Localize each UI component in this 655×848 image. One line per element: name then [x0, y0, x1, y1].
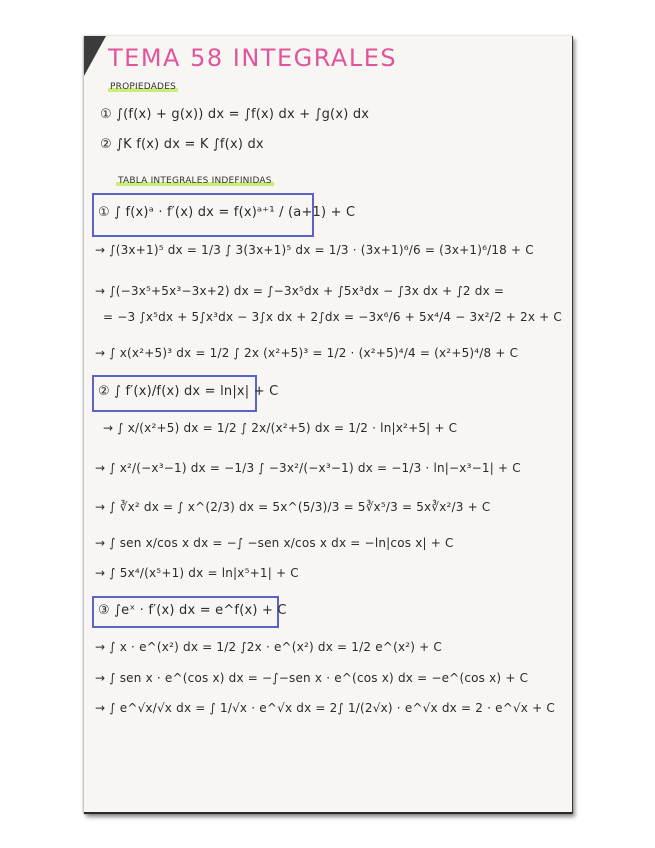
rule-2-formula: ② ∫ f′(x)/f(x) dx = ln|x| + C — [98, 384, 279, 399]
rule-1-example-1: → ∫(3x+1)⁵ dx = 1/3 ∫ 3(3x+1)⁵ dx = 1/3 · (3x+1)⁶/6 = (3x+1)⁶/18 + C — [95, 243, 534, 257]
rule-3-example-1: → ∫ x · e^(x²) dx = 1/2 ∫2x · e^(x²) dx = 1/2 e^(x²) + C — [95, 640, 443, 654]
rule-1-example-3: → ∫ x(x²+5)³ dx = 1/2 ∫ 2x (x²+5)³ = 1/2 · (x²+5)⁴/4 = (x²+5)⁴/8 + C — [95, 346, 519, 360]
rule-1-formula: ① ∫ f(x)ᵃ · f′(x) dx = f(x)ᵃ⁺¹ / (a+1) + C — [98, 205, 356, 220]
rule-3-example-3: → ∫ e^√x/√x dx = ∫ 1/√x · e^√x dx = 2∫ 1/(2√x) · e^√x dx = 2 · e^√x + C — [95, 701, 555, 715]
section-heading-propiedades: PROPIEDADES — [110, 82, 176, 92]
rule-3-example-2: → ∫ sen x · e^(cos x) dx = −∫−sen x · e^(cos x) dx = −e^(cos x) + C — [95, 671, 529, 685]
section-heading-tabla: TABLA INTEGRALES INDEFINIDAS — [118, 176, 272, 186]
rule-2-example-1: → ∫ x/(x²+5) dx = 1/2 ∫ 2x/(x²+5) dx = 1/2 · ln|x²+5| + C — [103, 421, 458, 435]
page-corner-shadow — [84, 36, 106, 76]
rule-2-example-4: → ∫ sen x/cos x dx = −∫ −sen x/cos x dx = −ln|cos x| + C — [95, 536, 454, 550]
rule-3-formula: ③ ∫eˣ · f′(x) dx = e^f(x) + C — [98, 603, 287, 618]
rule-1-example-2b: = −3 ∫x⁵dx + 5∫x³dx − 3∫x dx + 2∫dx = −3x⁶/6 + 5x⁴/4 − 3x²/2 + 2x + C — [103, 310, 563, 324]
property-1: ① ∫(f(x) + g(x)) dx = ∫f(x) dx + ∫g(x) dx — [100, 107, 370, 122]
rule-1-example-2a: → ∫(−3x⁵+5x³−3x+2) dx = ∫−3x⁵dx + ∫5x³dx − ∫3x dx + ∫2 dx = — [95, 284, 505, 298]
rule-2-example-5: → ∫ 5x⁴/(x⁵+1) dx = ln|x⁵+1| + C — [95, 566, 299, 580]
rule-2-example-3: → ∫ ∛x² dx = ∫ x^(2/3) dx = 5x^(5/3)/3 = 5∛x⁵/3 = 5x∛x²/3 + C — [95, 500, 491, 514]
property-2: ② ∫K f(x) dx = K ∫f(x) dx — [100, 137, 264, 152]
rule-2-example-2: → ∫ x²/(−x³−1) dx = −1/3 ∫ −3x²/(−x³−1) dx = −1/3 · ln|−x³−1| + C — [95, 461, 521, 475]
page-title: TEMA 58 INTEGRALES — [108, 44, 398, 72]
